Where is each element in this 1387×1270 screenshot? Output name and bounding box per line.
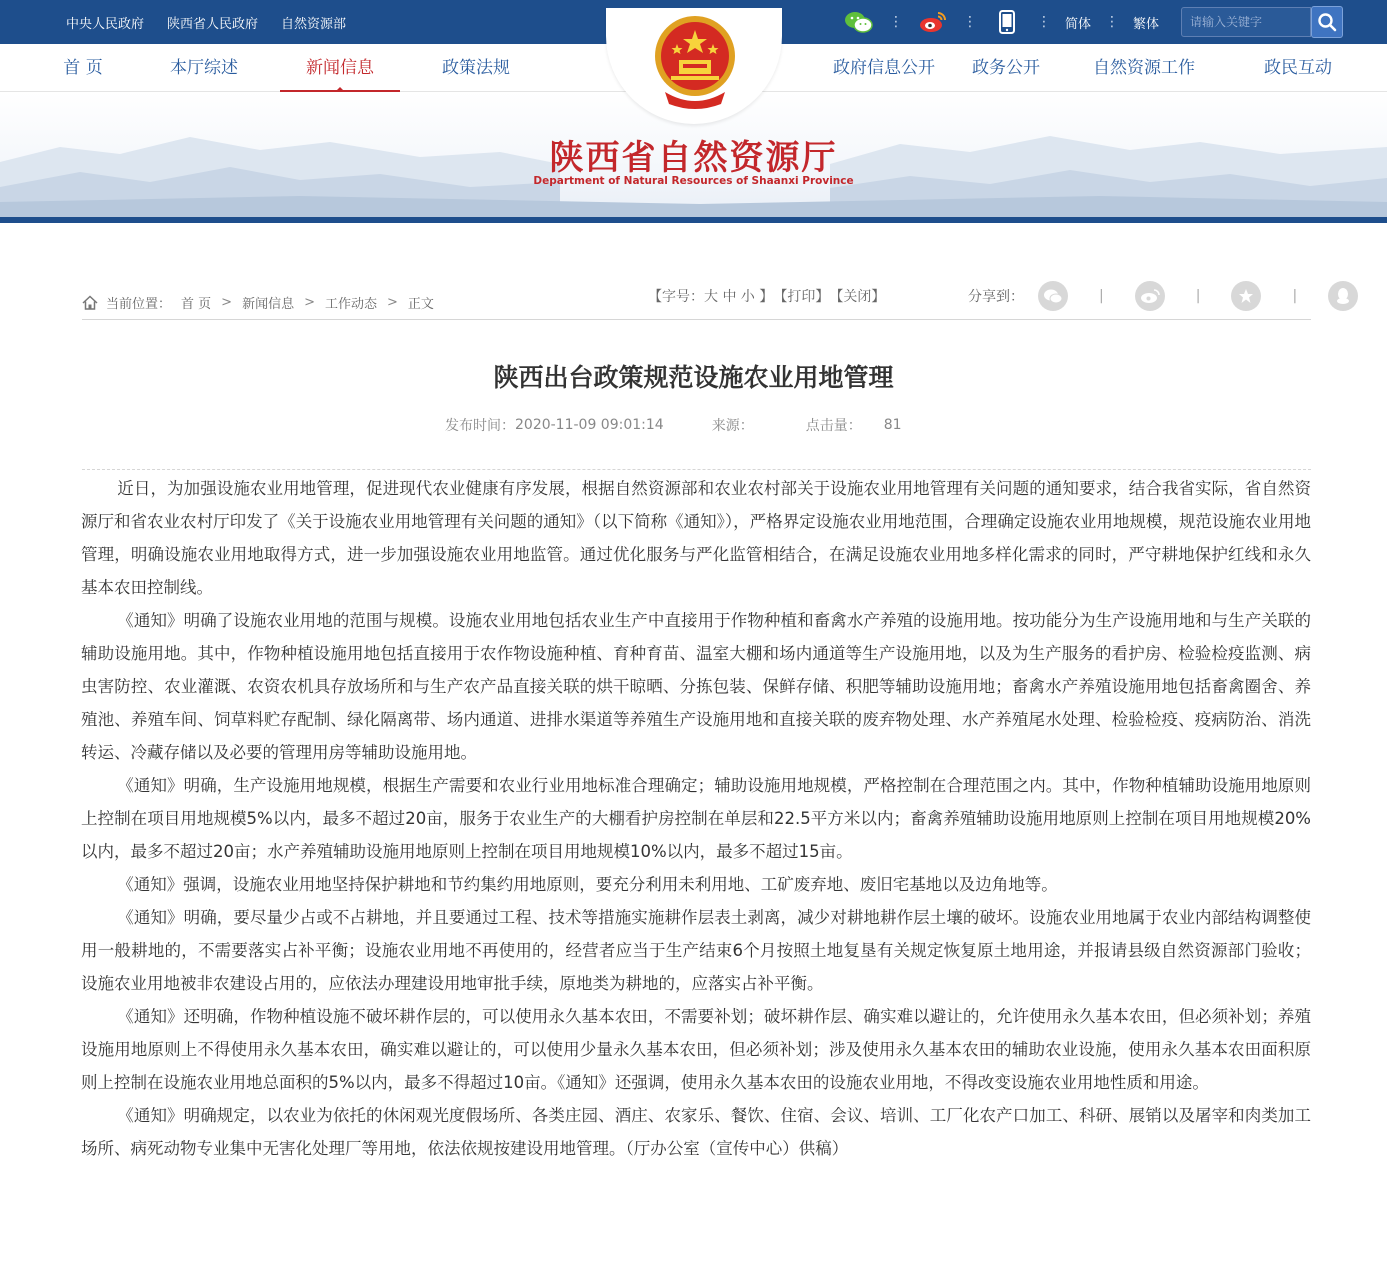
article-paragraph: 《通知》明确，要尽量少占或不占耕地，并且要通过工程、技术等措施实施耕作层表土剥离，减少对耕地耕作层土壤的破坏。设施农业用地属于农业内部结构调整使用一般耕地的，不需要落实占补平衡；设施农业用地不再使用的，经营者应当于生产结束6个月按照土地复垦有关规定恢复原土地用途，并报请县级自然资源部门验收；设施农业用地被非农建设占用的，应依法办理建设用地审批手续，原地类为耕地的，应落实占补平衡。 (81, 908, 1311, 993)
publish-time-label: 发布时间： (445, 418, 515, 434)
mobile-icon[interactable] (991, 6, 1023, 38)
breadcrumb-label: 当前位置： (106, 296, 172, 312)
close-option[interactable]: 【关闭】 (829, 289, 886, 305)
breadcrumb-separator: > (387, 294, 398, 310)
nav-interaction[interactable]: 政民互动 (1264, 58, 1332, 78)
lang-traditional[interactable]: 繁体 (1132, 16, 1159, 32)
breadcrumb-home[interactable]: 首 页 (181, 296, 212, 312)
nav-overview[interactable]: 本厅综述 (170, 58, 238, 78)
font-size-option[interactable]: 【字号：大 中 小 】 (648, 289, 774, 305)
breadcrumb-separator: > (221, 294, 233, 310)
article-options (648, 286, 885, 306)
search-button[interactable] (1311, 6, 1343, 38)
top-tools (843, 0, 1387, 44)
share-separator: | (1292, 288, 1298, 304)
print-option[interactable]: 【打印】 (773, 289, 830, 305)
separator: ⋮ (1104, 14, 1119, 30)
article-paragraph: 《通知》明确规定，以农业为依托的休闲观光度假场所、各类庄园、酒庄、农家乐、餐饮、住宿、会议、培训、工厂化农产口加工、科研、展销以及屠宰和肉类加工场所、病死动物专业集中无害化处理厂等用地，依法依规按建设用地管理。（厅办公室（宣传中心）供稿） (81, 1106, 1311, 1158)
share-separator: | (1195, 288, 1201, 304)
article-paragraph: 《通知》强调，设施农业用地坚持保护耕地和节约集约用地原则，要充分利用未利用地、工矿废弃地、废旧宅基地以及边角地等。 (117, 875, 1058, 894)
separator: ⋮ (962, 14, 977, 30)
article-meta (445, 414, 902, 436)
share-weibo-icon[interactable] (1135, 281, 1165, 311)
national-emblem-icon (651, 14, 739, 110)
breadcrumb-current: 正文 (407, 296, 434, 312)
share-wechat-icon[interactable] (1038, 281, 1068, 311)
weibo-icon[interactable] (917, 6, 949, 38)
wechat-icon[interactable] (843, 6, 875, 38)
article-paragraph: 《通知》明确了设施农业用地的范围与规模。设施农业用地包括农业生产中直接用于作物种植和畜禽水产养殖的设施用地。按功能分为生产设施用地和与生产关联的辅助设施用地。其中，作物种植设施用地包括直接用于农作物设施种植、育种育苗、温室大棚和场内通道等生产设施用地，以及为生产服务的看护房、检验检疫监测、病虫害防控、农业灌溉、农资农机具存放场所和与生产农产品直接关联的烘干晾晒、分拣包装、保鲜存储、积肥等辅助设施用地；畜禽水产养殖设施用地包括畜禽圈舍、养殖池、养殖车间、饲草料贮存配制、绿化隔离带、场内通道、进排水渠道等养殖生产设施用地和直接关联的废弃物处理、水产养殖尾水处理、检验检疫、疫病防治、消洗转运、冷藏存储以及必要的管理用房等辅助设施用地。 (81, 611, 1311, 762)
nav-gov-info[interactable]: 政府信息公开 (833, 58, 935, 78)
top-link-provincial-gov[interactable]: 陕西省人民政府 (167, 16, 259, 32)
breadcrumb (82, 286, 434, 318)
separator: ⋮ (1036, 14, 1051, 30)
publish-time: 2020-11-09 09:01:14 (515, 417, 664, 433)
hits-label: 点击量： (805, 418, 862, 434)
share-label: 分享到： (968, 289, 1024, 305)
divider (82, 319, 1311, 320)
source-label: 来源： (711, 418, 754, 434)
top-link-central-gov[interactable]: 中央人民政府 (66, 16, 145, 32)
search-icon (1317, 12, 1337, 32)
top-link-ministry[interactable]: 自然资源部 (281, 16, 347, 32)
separator: ⋮ (888, 14, 903, 30)
article-paragraph: 《通知》还明确，作物种植设施不破坏耕作层的，可以使用永久基本农田，不需要补划；破坏耕作层、确实难以避让的，允许使用永久基本农田，但必须补划；养殖设施用地原则上不得使用永久基本农田，确实难以避让的，可以使用少量永久基本农田，但必须补划；涉及使用永久基本农田的辅助农业设施，使用永久基本农田面积原则上控制在设施农业用地总面积的5%以内，最多不得超过10亩。《通知》还强调，使用永久基本农田的设施农业用地，不得改变设施农业用地性质和用途。 (81, 1007, 1311, 1092)
site-title: 陕西省自然资源厅 (549, 138, 838, 178)
article-body (81, 472, 1311, 1165)
nav-resource-work[interactable]: 自然资源工作 (1093, 58, 1195, 78)
share-qq-icon[interactable] (1328, 281, 1358, 311)
hits-value: 81 (883, 417, 902, 433)
breadcrumb-separator: > (304, 294, 315, 310)
lang-simplified[interactable]: 简体 (1064, 16, 1091, 32)
article-title: 陕西出台政策规范设施农业用地管理 (493, 363, 894, 392)
dashed-divider (82, 469, 1311, 470)
share-favorite-icon[interactable] (1231, 281, 1261, 311)
nav-news[interactable]: 新闻信息 (280, 44, 400, 92)
home-icon (82, 295, 98, 310)
share-bar (968, 280, 1358, 312)
share-separator: | (1099, 288, 1104, 304)
nav-home[interactable]: 首 页 (63, 58, 103, 78)
site-subtitle: Department of Natural Resources of Shaanxi Province (533, 175, 854, 187)
search-input[interactable] (1181, 7, 1311, 37)
nav-policy[interactable]: 政策法规 (442, 58, 510, 78)
breadcrumb-news[interactable]: 新闻信息 (242, 296, 295, 312)
top-links (66, 0, 346, 44)
nav-gov-affairs[interactable]: 政务公开 (972, 58, 1040, 78)
article-paragraph: 近日，为加强设施农业用地管理，促进现代农业健康有序发展，根据自然资源部和农业农村部关于设施农业用地管理有关问题的通知要求，结合我省实际，省自然资源厅和省农业农村厅印发了《关于设施农业用地管理有关问题的通知》（以下简称《通知》），严格界定设施农业用地范围，合理确定设施农业用地规模，规范设施农业用地管理，明确设施农业用地取得方式，进一步加强设施农业用地监管。通过优化服务与严化监管相结合，在满足设施农业用地多样化需求的同时，严守耕地保护红线和永久基本农田控制线。 (81, 479, 1311, 597)
article-paragraph: 《通知》明确，生产设施用地规模，根据生产需要和农业行业用地标准合理确定；辅助设施用地规模，严格控制在合理范围之内。其中，作物种植辅助设施用地原则上控制在项目用地规模5%以内，最多不超过20亩，服务于农业生产的大棚看护房控制在单层和22.5平方米以内；畜禽养殖辅助设施用地原则上控制在项目用地规模20%以内，最多不超过20亩；水产养殖辅助设施用地原则上控制在项目用地规模10%以内，最多不超过15亩。 (81, 776, 1311, 861)
breadcrumb-work[interactable]: 工作动态 (324, 296, 377, 312)
banner-bottom-bar (0, 217, 1387, 223)
